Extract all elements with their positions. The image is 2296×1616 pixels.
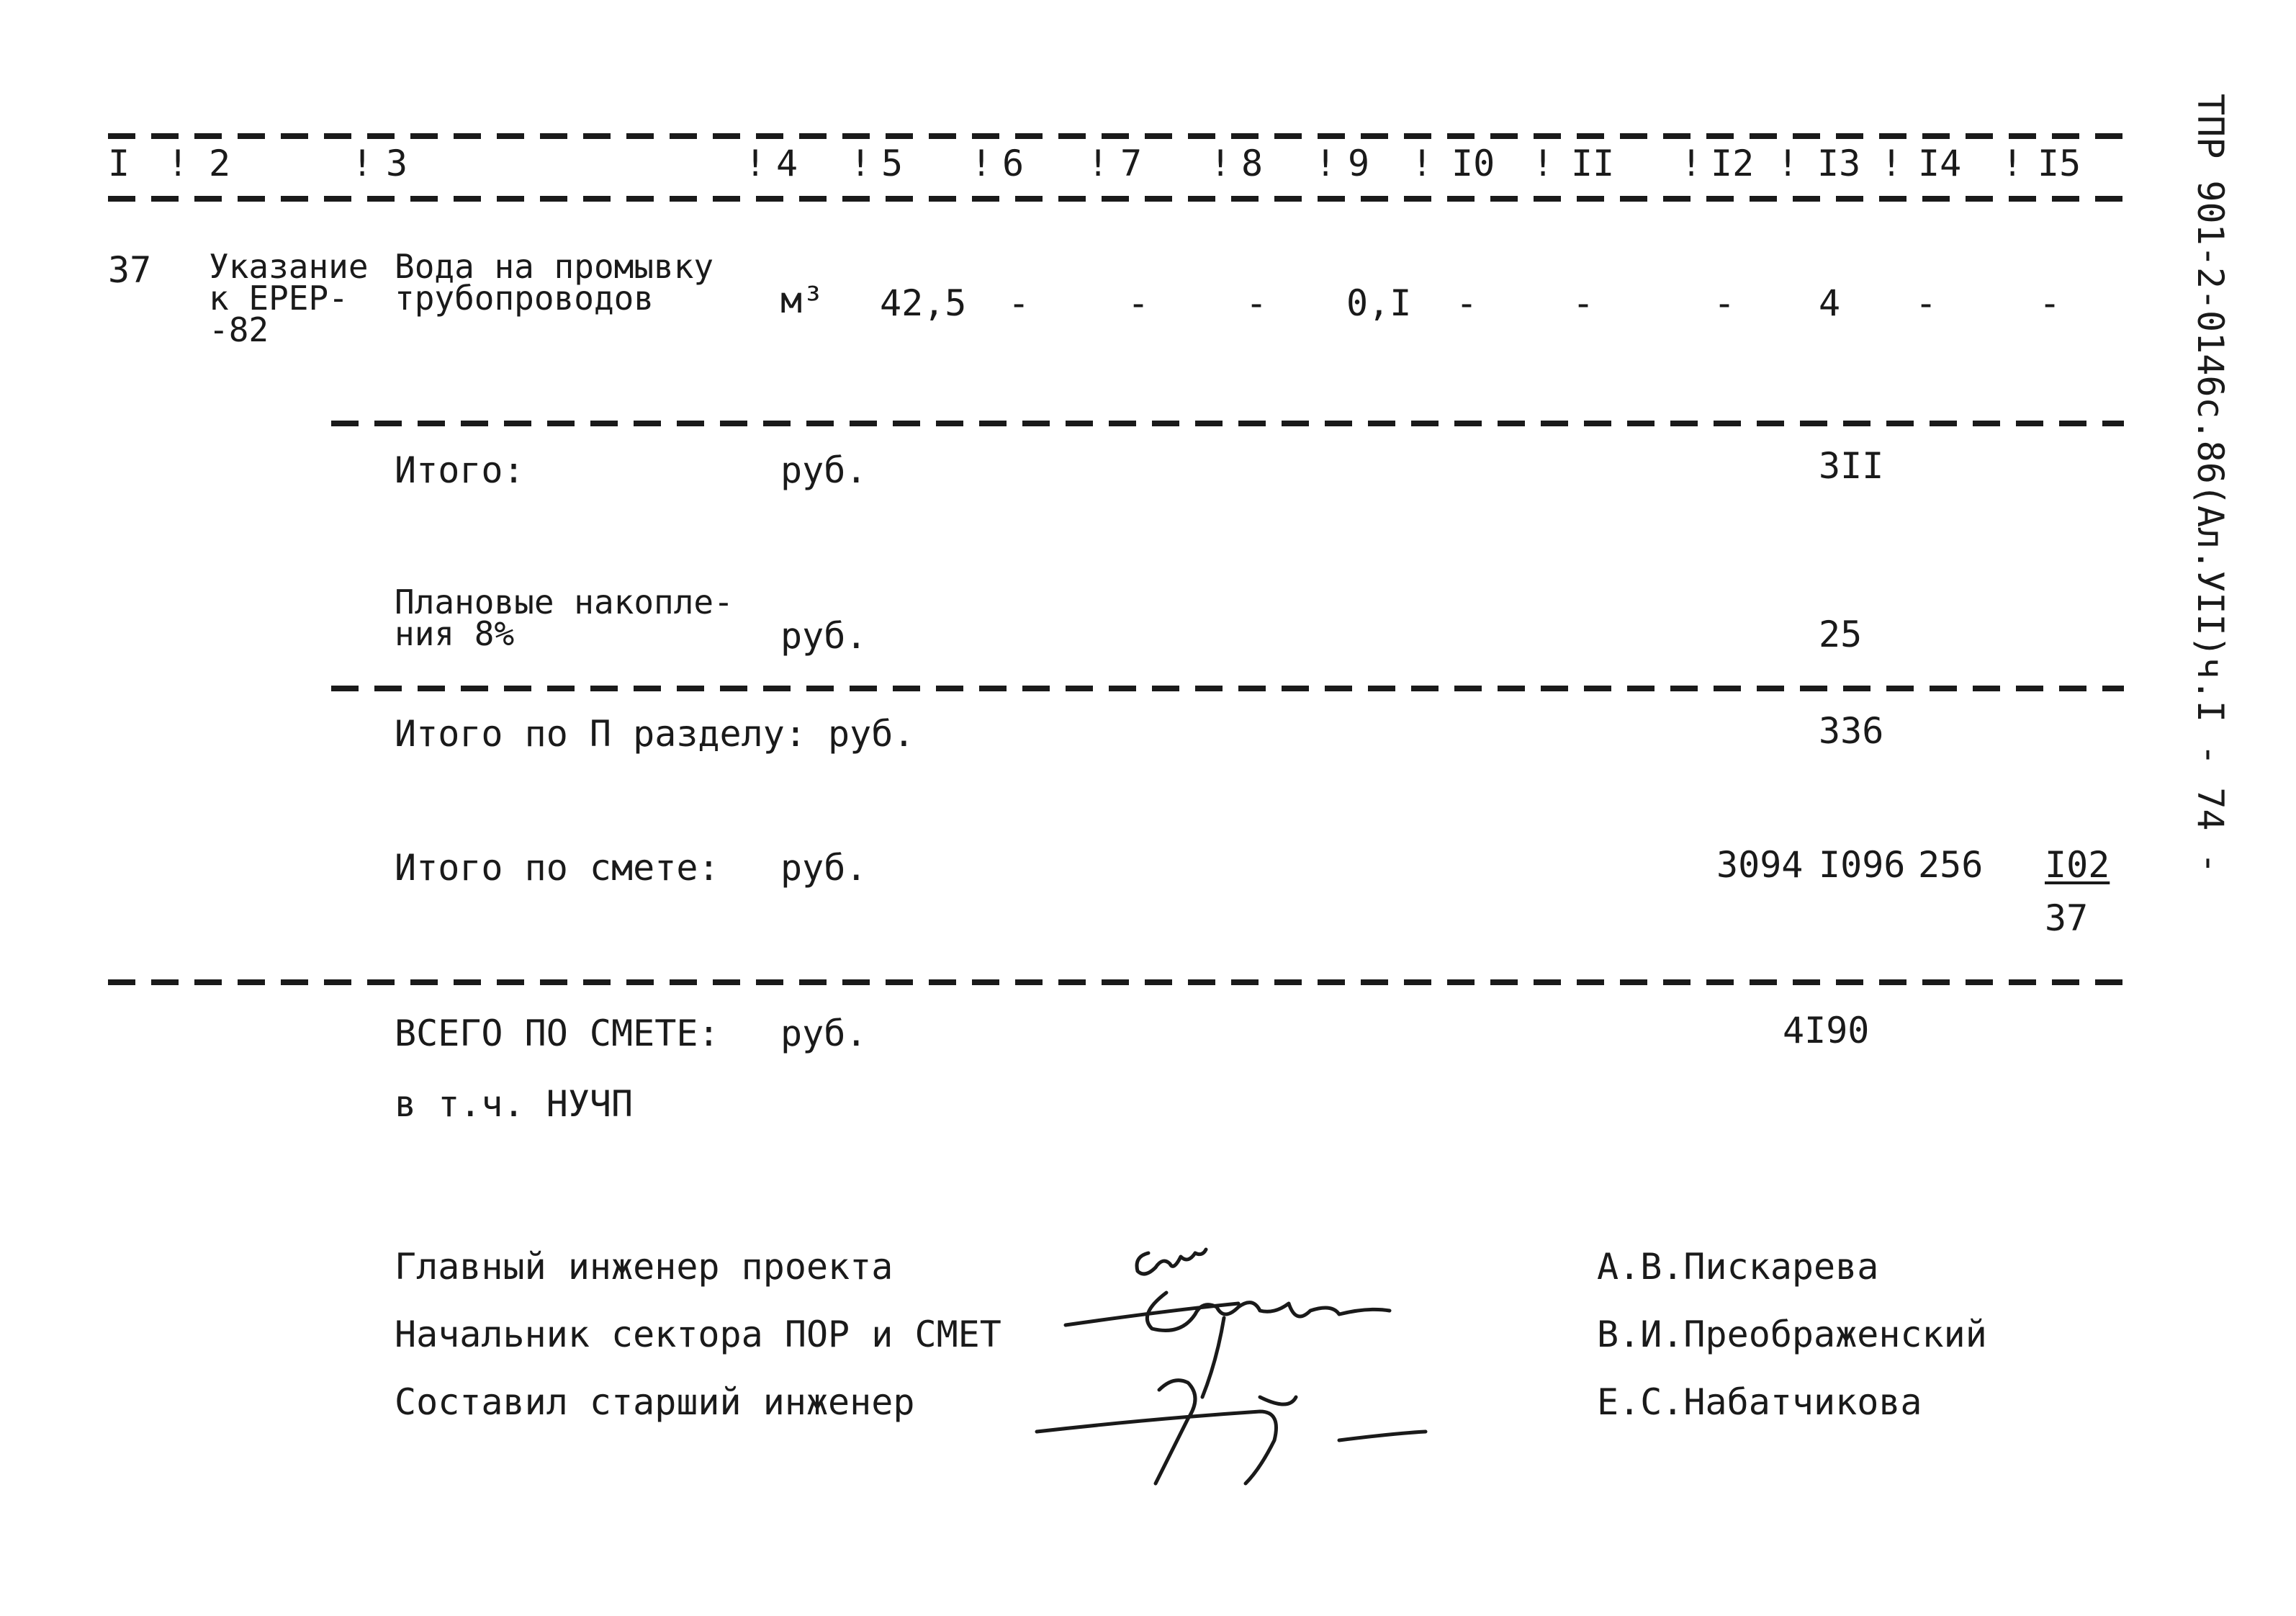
grand-total-unit: руб. — [780, 1013, 868, 1054]
col-num-14: I4 — [1918, 143, 1962, 184]
col-num-2: 2 — [209, 143, 231, 184]
col-num-8: 8 — [1241, 143, 1264, 184]
grand-total-value: 4I90 — [1783, 1010, 1870, 1051]
header-bottom-rule — [108, 196, 2124, 202]
header-top-rule — [108, 133, 2124, 139]
col-sep: ! — [850, 143, 872, 184]
col-num-11: II — [1571, 143, 1615, 184]
col-sep: ! — [2002, 143, 2024, 184]
section-rule — [331, 686, 2124, 691]
subtotal-rule — [331, 421, 2124, 426]
row-basis: к ЕРЕР- — [209, 279, 348, 318]
estimate-total-col12: 3094 — [1716, 844, 1804, 886]
signature-scribble-2 — [1066, 1293, 1390, 1331]
document-code: ТПР 901-2-0146с.86(Ал.УII)ч.I - 74 - — [2189, 94, 2231, 874]
row-cell: - — [1127, 282, 1150, 324]
section-total-value: 336 — [1819, 710, 1884, 752]
col-sep: ! — [1315, 143, 1337, 184]
row-cell: - — [1008, 282, 1030, 324]
section-total-label: Итого по П разделу: руб. — [395, 713, 915, 755]
row-number: 37 — [108, 249, 152, 291]
col-num-10: I0 — [1451, 143, 1495, 184]
col-num-4: 4 — [776, 143, 798, 184]
grand-total-rule — [108, 979, 2124, 985]
signature-person: А.В.Пискарева — [1597, 1246, 1879, 1288]
col-sep: ! — [1881, 143, 1903, 184]
plan-label: ния 8% — [395, 614, 515, 653]
col-sep: ! — [1087, 143, 1109, 184]
col-num-9: 9 — [1348, 143, 1370, 184]
col-num-12: I2 — [1711, 143, 1755, 184]
col-sep: ! — [351, 143, 374, 184]
col-num-15: I5 — [2038, 143, 2081, 184]
row-cell: - — [1915, 282, 1937, 324]
signature-role: Начальник сектора ПОР и СМЕТ — [395, 1314, 1001, 1355]
col-num-1: I — [108, 143, 130, 184]
signature-scribble-4 — [1037, 1397, 1426, 1483]
plan-value: 25 — [1819, 614, 1863, 655]
estimate-total-label: Итого по смете: — [395, 847, 720, 889]
row-name: трубопроводов — [395, 279, 654, 318]
col-sep: ! — [1777, 143, 1799, 184]
col-sep: ! — [167, 143, 189, 184]
signature-person: В.И.Преображенский — [1597, 1314, 1987, 1355]
col-num-5: 5 — [881, 143, 904, 184]
itogo-value: 3II — [1819, 445, 1884, 487]
row-name: Вода на промывку — [395, 247, 714, 286]
including-label: в т.ч. НУЧП — [395, 1083, 634, 1125]
row-qty: 42,5 — [880, 282, 967, 324]
row-basis: Указание — [209, 247, 369, 286]
estimate-total-col13: I096 — [1819, 844, 1906, 886]
row-basis: -82 — [209, 310, 269, 349]
row-cell: - — [1456, 282, 1478, 324]
row-cell: - — [2039, 282, 2061, 324]
col-num-7: 7 — [1120, 143, 1143, 184]
col-sep: ! — [1411, 143, 1433, 184]
col-num-6: 6 — [1002, 143, 1025, 184]
row-cell: - — [1572, 282, 1595, 324]
row-cell: 4 — [1819, 282, 1841, 324]
col-num-3: 3 — [386, 143, 408, 184]
signature-role: Составил старший инженер — [395, 1381, 915, 1423]
col-sep: ! — [971, 143, 993, 184]
col-num-13: I3 — [1817, 143, 1861, 184]
col-sep: ! — [744, 143, 767, 184]
row-cell: - — [1246, 282, 1268, 324]
estimate-total-col14: 256 — [1918, 844, 1984, 886]
signature-scribble-3 — [1156, 1318, 1224, 1483]
estimate-total-unit: руб. — [780, 847, 868, 889]
itogo-label: Итого: — [395, 449, 525, 491]
col-sep: ! — [1532, 143, 1554, 184]
grand-total-label: ВСЕГО ПО СМЕТЕ: — [395, 1013, 720, 1054]
estimate-total-col15-top: I02 — [2045, 844, 2110, 886]
col-sep: ! — [1210, 143, 1232, 184]
row-cell: - — [1714, 282, 1736, 324]
row-cell: 0,I — [1346, 282, 1412, 324]
handwritten-signatures — [1022, 1224, 1526, 1512]
plan-unit: руб. — [780, 615, 868, 657]
plan-label: Плановые накопле- — [395, 583, 734, 621]
signature-person: Е.С.Набатчикова — [1597, 1381, 1922, 1423]
signature-role: Главный инженер проекта — [395, 1246, 893, 1288]
signature-scribble-1 — [1137, 1249, 1206, 1274]
itogo-unit: руб. — [780, 449, 868, 491]
estimate-total-col15-bottom: 37 — [2045, 897, 2089, 939]
col-sep: ! — [1680, 143, 1703, 184]
row-unit: м³ — [780, 279, 824, 321]
